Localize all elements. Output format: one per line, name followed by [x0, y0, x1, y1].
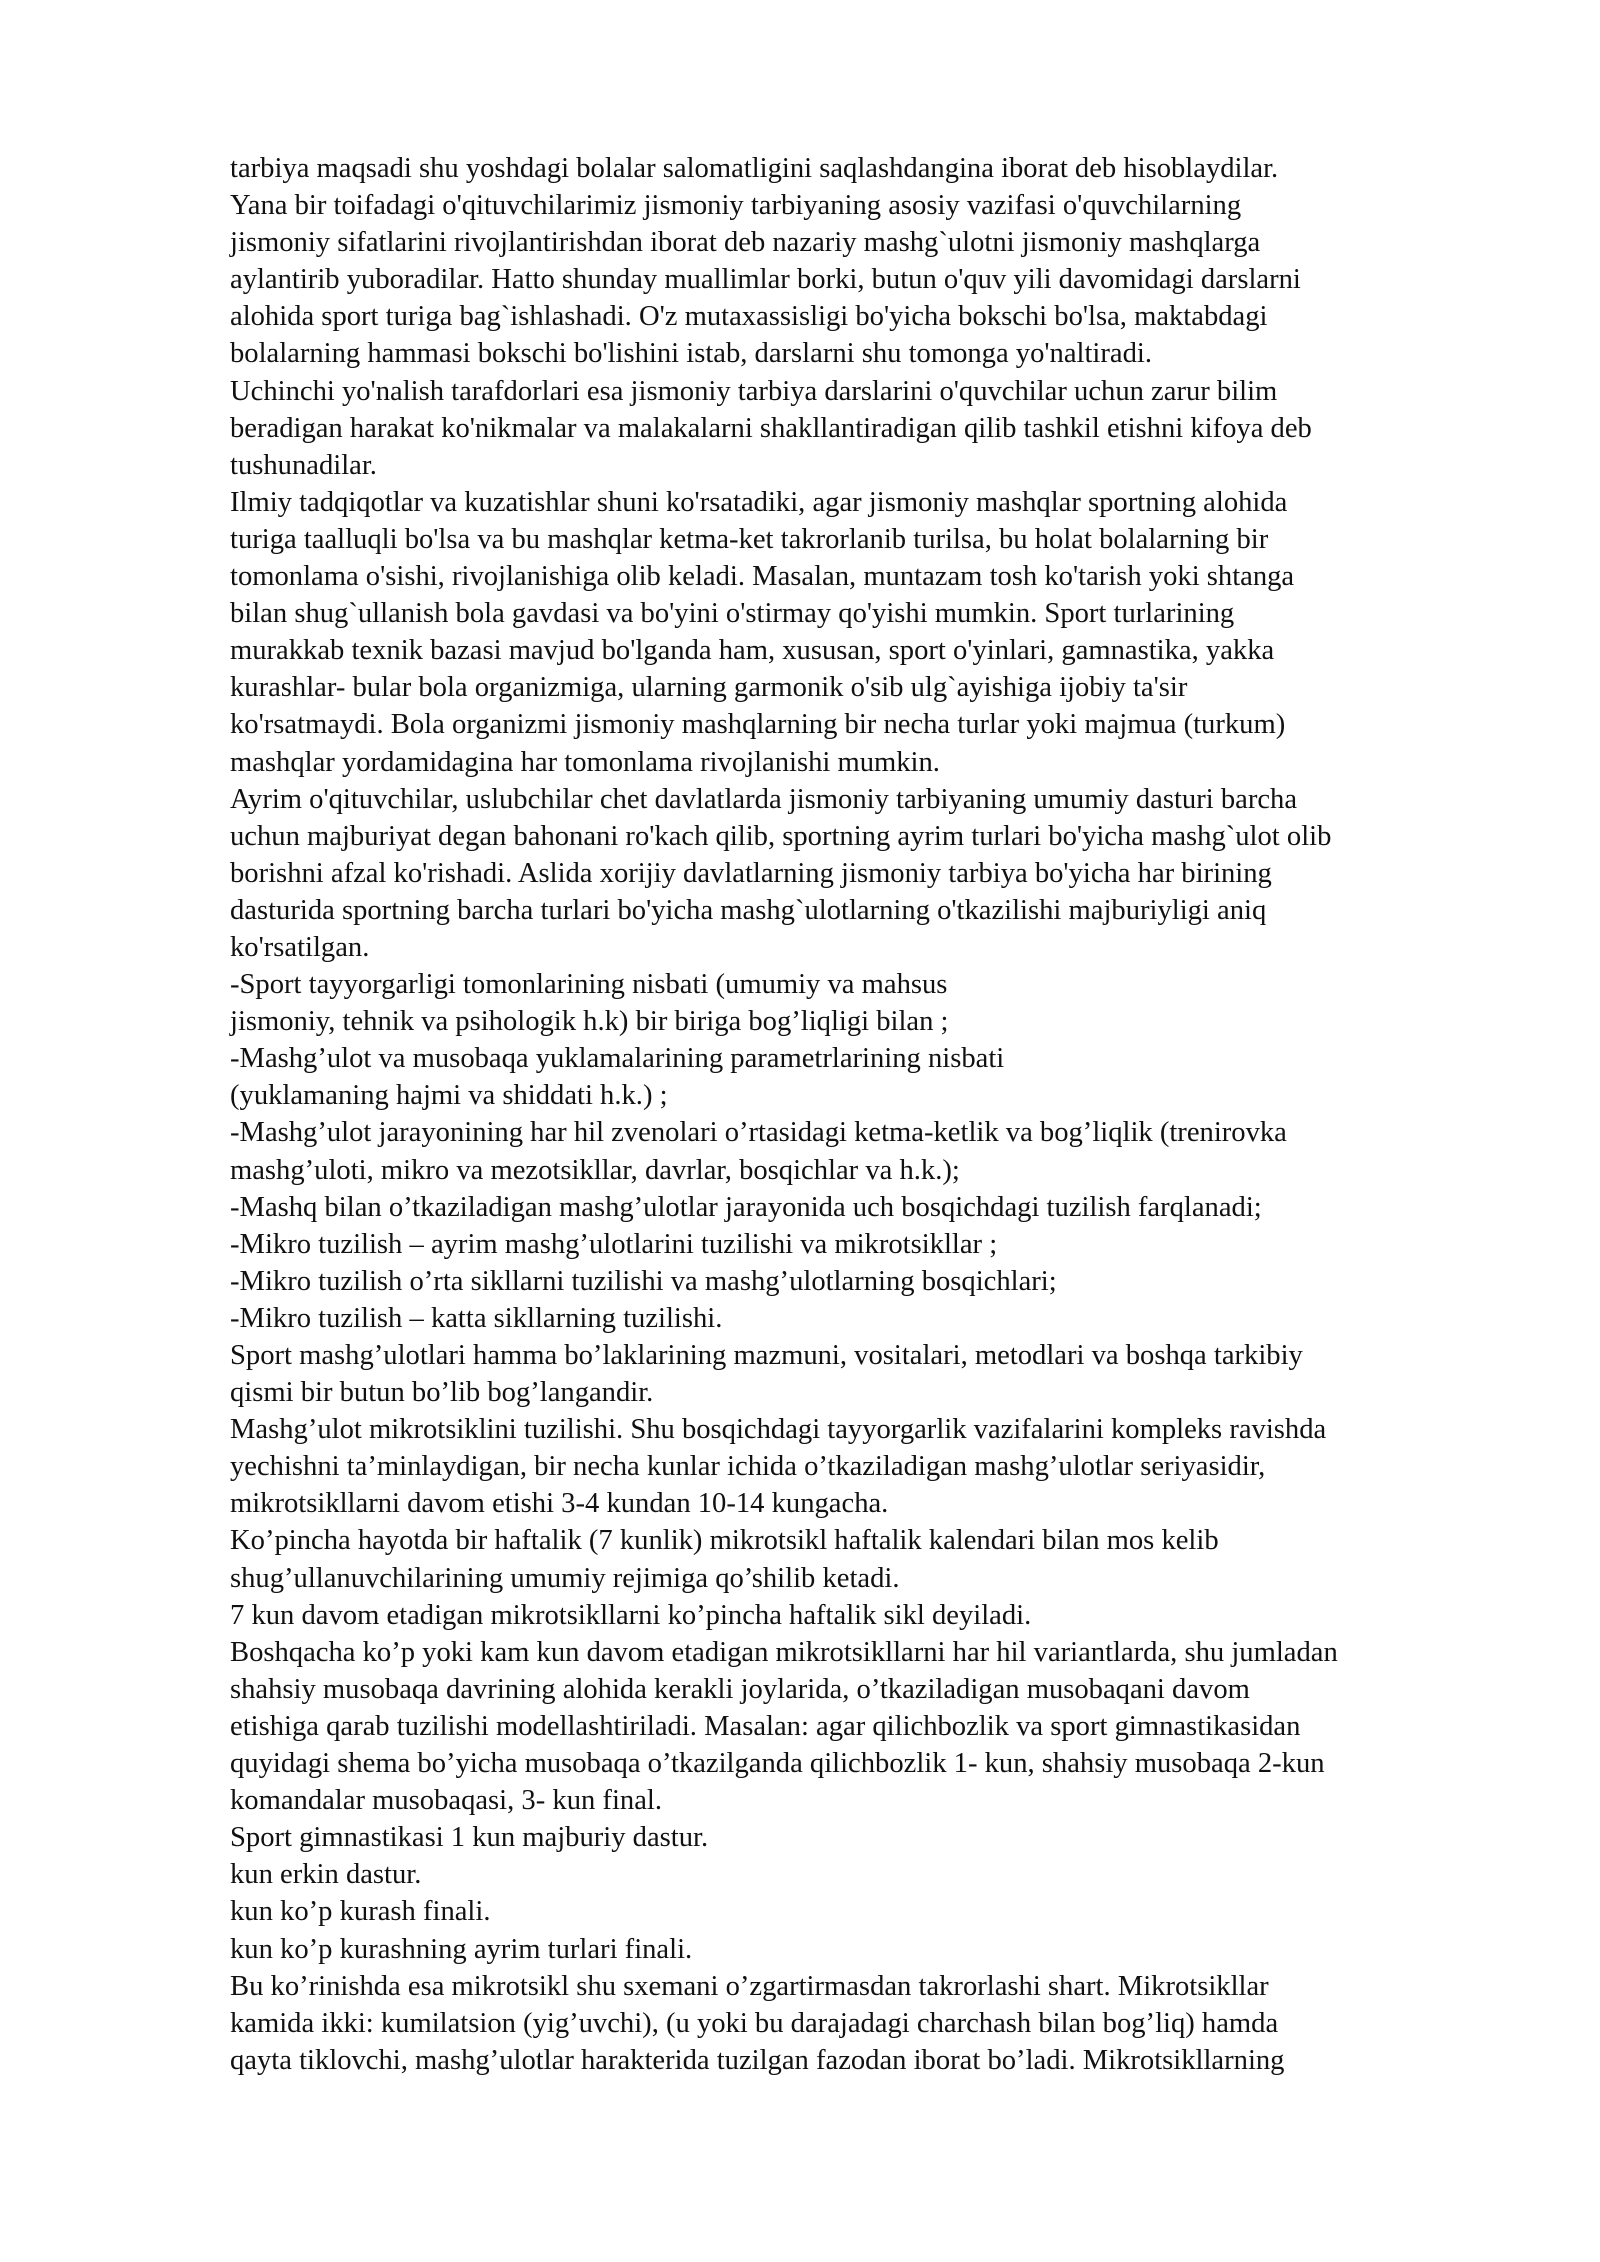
text-line: tushunadilar. [230, 449, 377, 481]
text-line: ko'rsatmaydi. Bola organizmi jismoniy mashqlarning bir necha turlar yoki majmua (turkum) [230, 709, 1286, 741]
text-line: uchun majburiyat degan bahonani ro'kach qilib, sportning ayrim turlari bo'yicha mashg`ulot olib [230, 820, 1332, 852]
text-line: Uchinchi yo'nalish tarafdorlari esa jismoniy tarbiya darslarini o'quvchilar uchun zarur bilim [230, 375, 1278, 407]
text-line: mikrotsikllarni davom etishi 3-4 kundan 10-14 kungacha. [230, 1488, 889, 1520]
text-line: dasturida sportning barcha turlari bo'yicha mashg`ulotlarning o'tkazilishi majburiyligi aniq [230, 894, 1267, 926]
text-line: Yana bir toifadagi o'qituvchilarimiz jismoniy tarbiyaning asosiy vazifasi o'quvchilarning [230, 190, 1242, 222]
text-line: borishni afzal ko'rishadi. Aslida xorijiy davlatlarning jismoniy tarbiya bo'yicha har birining [230, 857, 1272, 889]
text-line: Mashg’ulot mikrotsiklini tuzilishi. Shu bosqichdagi tayyorgarlik vazifalarini kompleks ravishda [230, 1414, 1327, 1446]
text-line: Boshqacha ko’p yoki kam kun davom etadigan mikrotsikllarni har hil variantlarda, shu jumladan [230, 1636, 1338, 1668]
text-line: beradigan harakat ko'nikmalar va malakalarni shakllantiradigan qilib tashkil etishni kifoya deb [230, 412, 1312, 444]
text-line: jismoniy, tehnik va psihologik h.k) bir biriga bog’liqligi bilan ; [230, 1006, 949, 1038]
text-line: mashqlar yordamidagina har tomonlama rivojlanishi mumkin. [230, 746, 940, 778]
text-line: -Mikro tuzilish o’rta sikllarni tuzilishi va mashg’ulotlarning bosqichlari; [230, 1265, 1057, 1297]
text-line: jismoniy sifatlarini rivojlantirishdan iborat deb nazariy mashg`ulotni jismoniy mashqlarga [230, 227, 1261, 259]
text-line: Ilmiy tadqiqotlar va kuzatishlar shuni ko'rsatadiki, agar jismoniy mashqlar sportning alohida [230, 486, 1288, 518]
text-line: murakkab texnik bazasi mavjud bo'lganda ham, xususan, sport o'yinlari, gamnastika, yakka [230, 635, 1275, 667]
text-line: Ko’pincha hayotda bir haftalik (7 kunlik) mikrotsikl haftalik kalendari bilan mos kelib [230, 1525, 1219, 1557]
text-line: qayta tiklovchi, mashg’ulotlar harakterida tuzilgan fazodan iborat bo’ladi. Mikrotsikllarning [230, 2044, 1285, 2076]
text-line: Ayrim o'qituvchilar, uslubchilar chet davlatlarda jismoniy tarbiyaning umumiy dasturi barcha [230, 783, 1298, 815]
text-line: 7 kun davom etadigan mikrotsikllarni ko’pincha haftalik sikl deyiladi. [230, 1599, 1032, 1631]
text-line: qismi bir butun bo’lib bog’langandir. [230, 1377, 654, 1409]
text-line: kun ko’p kurashning ayrim turlari finali. [230, 1933, 693, 1965]
text-line: kun ko’p kurash finali. [230, 1896, 491, 1928]
text-line: komandalar musobaqasi, 3- kun final. [230, 1785, 662, 1817]
text-line: kun erkin dastur. [230, 1859, 422, 1891]
text-line: etishiga qarab tuzilishi modellashtiriladi. Masalan: agar qilichbozlik va sport gimnastikasidan [230, 1710, 1301, 1742]
text-line: Sport mashg’ulotlari hamma bo’laklarining mazmuni, vositalari, metodlari va boshqa tarkibiy [230, 1340, 1303, 1371]
text-line: kamida ikki: kumilatsion (yig’uvchi), (u yoki bu darajadagi charchash bilan bog’liq) hamda [230, 2007, 1279, 2039]
text-line: quyidagi shema bo’yicha musobaqa o’tkazilganda qilichbozlik 1- kun, shahsiy musobaqa 2-kun [230, 1748, 1325, 1780]
text-line: Bu ko’rinishda esa mikrotsikl shu sxemani o’zgartirmasdan takrorlashi shart. Mikrotsikllar [230, 1970, 1269, 2002]
text-line: -Mashg’ulot jarayonining har hil zvenolari o’rtasidagi ketma-ketlik va bog’liqlik (trenirovka [230, 1117, 1287, 1149]
text-line: tarbiya maqsadi shu yoshdagi bolalar salomatligini saqlashdangina iborat deb hisoblaydilar. [230, 153, 1279, 184]
document-page [230, 150, 1500, 2079]
text-line: (yuklamaning hajmi va shiddati h.k.) ; [230, 1080, 668, 1112]
text-line: alohida sport turiga bag`ishlashadi. O'z mutaxassisligi bo'yicha bokschi bo'lsa, maktabdagi [230, 301, 1268, 333]
text-line: mashg’uloti, mikro va mezotsikllar, davrlar, bosqichlar va h.k.); [230, 1154, 960, 1186]
text-line: Sport gimnastikasi 1 kun majburiy dastur. [230, 1822, 709, 1854]
text-line: ko'rsatilgan. [230, 931, 370, 963]
text-line: bilan shug`ullanish bola gavdasi va bo'yini o'stirmay qo'yishi mumkin. Sport turlarining [230, 598, 1235, 630]
text-line: -Mashq bilan o’tkaziladigan mashg’ulotlar jarayonida uch bosqichdagi tuzilish farqlanadi; [230, 1191, 1262, 1223]
text-line: aylantirib yuboradilar. Hatto shunday muallimlar borki, butun o'quv yili davomidagi darslarni [230, 264, 1301, 296]
text-line: tomonlama o'sishi, rivojlanishiga olib keladi. Masalan, muntazam tosh ko'tarish yoki shtanga [230, 561, 1295, 593]
text-line: -Sport tayyorgarligi tomonlarining nisbati (umumiy va mahsus [230, 969, 948, 1001]
text-line: kurashlar- bular bola organizmiga, ularning garmonik o'sib ulg`ayishiga ijobiy ta'sir [230, 672, 1188, 704]
text-line: -Mashg’ulot va musobaqa yuklamalarining parametrlarining nisbati [230, 1043, 1005, 1075]
text-line: yechishni ta’minlaydigan, bir necha kunlar ichida o’tkaziladigan mashg’ulotlar seriyasidir, [230, 1451, 1266, 1483]
text-line: shahsiy musobaqa davrining alohida kerakli joylarida, o’tkaziladigan musobaqani davom [230, 1673, 1250, 1705]
text-line: -Mikro tuzilish – katta sikllarning tuzilishi. [230, 1302, 723, 1334]
text-line: turiga taalluqli bo'lsa va bu mashqlar ketma-ket takrorlanib turilsa, bu holat bolalarning bir [230, 523, 1269, 555]
text-line: shug’ullanuvchilarining umumiy rejimiga qo’shilib ketadi. [230, 1562, 900, 1594]
text-line: -Mikro tuzilish – ayrim mashg’ulotlarini tuzilishi va mikrotsikllar ; [230, 1228, 998, 1260]
text-line: bolalarning hammasi bokschi bo'lishini istab, darslarni shu tomonga yo'naltiradi. [230, 338, 1152, 370]
